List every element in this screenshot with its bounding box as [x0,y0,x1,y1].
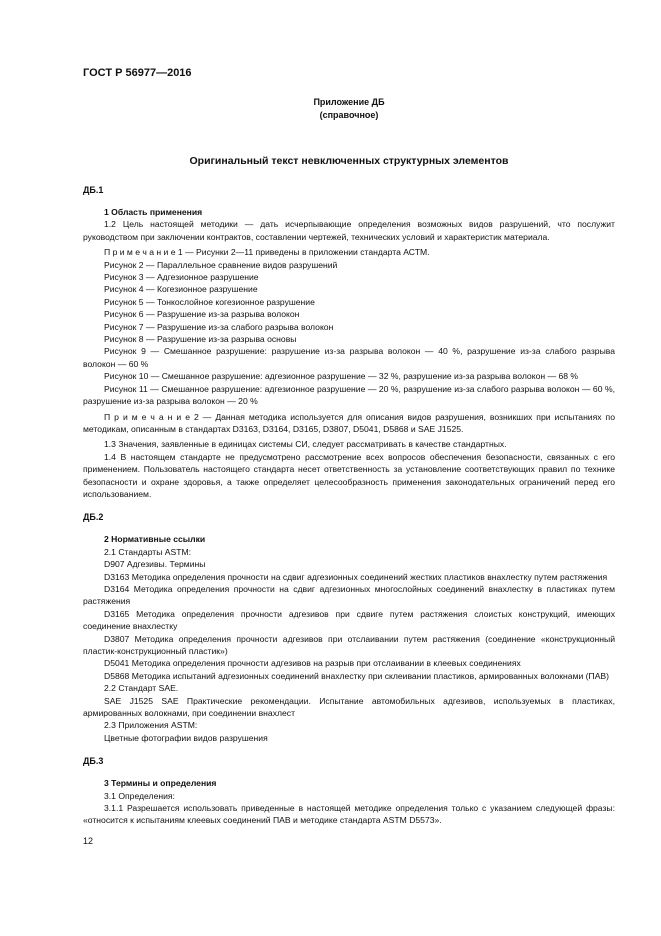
section-id: ДБ.1 [83,185,104,195]
sections-container [83,184,615,827]
paragraph: 1.3 Значения, заявленные в единицах системы СИ, следует рассматривать в качестве стандартных. [104,439,507,450]
paragraph: D5868 Методика испытаний адгезионных соединений внахлестку при склеивании пластиков, армированных волокнами (ПАВ) [104,670,610,681]
paragraph: 2.2 Стандарт SAE. [104,683,179,694]
paragraph: Рисунок 4 — Когезионное разрушение [104,284,258,295]
paragraph: 3.1 Определения: [104,790,175,801]
annex-subtitle: (справочное) [319,110,379,120]
paragraph: D3164 Методика определения прочности на сдвиг адгезионных многослойных соединений внахлестку в пластиках путем растяжения [83,583,615,607]
section-body [83,206,615,500]
paragraph: Рисунок 11 — Смешанное разрушение: адгезионное разрушение — 20 %, разрушение из-за слабого разрыва волокон — 60 %, разрушение из-за разрыва волокон — 20 % [83,383,615,407]
paragraph: SAE J1525 SAE Практические рекомендации. Испытание автомобильных адгезивов, используемых в пластиках, армированных волокнами, при соединении внахлест [83,695,615,719]
paragraph: П р и м е ч а н и е 2 — Данная методика используется для описания видов разрушения, возникших при испытаниях по методикам, описанным в стандартах D3163, D3164, D3165, D3807, D5041, D5868 и SAE J1525. [83,411,615,434]
section-heading: 3 Термины и определения [104,778,217,789]
paragraph: 1.2 Цель настоящей методики — дать исчерпывающие определения возможных видов разрушений, что послужит руководством при заключении контрактов, составлении чертежей, технических условий и характеристик материала. [83,219,615,242]
section-body [83,777,615,827]
document-page [83,67,615,846]
paragraph: D3163 Методика определения прочности на сдвиг адгезионных соединений жестких пластиков внахлестку путем растяжения [104,571,608,582]
paragraph: Рисунок 6 — Разрушение из-за разрыва волокон [104,309,300,320]
paragraph: 1.4 В настоящем стандарте не предусмотрено рассмотрение всех вопросов обеспечения безопасности, связанных с его применением. Пользователь настоящего стандарта несет ответственность за установление соответствующих правил по технике безопасности и охране здоровья, а также определяет целесообразность применения законодательных ограничений перед его использованием. [83,451,615,499]
paragraph: D3807 Методика определения прочности адгезивов при отслаивании путем растяжения (соединение «конструкционный пластик-конструкционный пластик») [83,633,615,656]
paragraph: 2.1 Стандарты ASTM: [104,546,192,557]
paragraph: П р и м е ч а н и е 1 — Рисунки 2—11 приведены в приложении стандарта АСТМ. [104,247,430,258]
paragraph: Рисунок 5 — Тонкослойное когезионное разрушение [104,296,315,307]
section-id: ДБ.2 [83,512,104,523]
paragraph: D3165 Методика определения прочности адгезивов при сдвиге путем растяжения слоистых конструкций, имеющих соединение внахлестку [83,608,615,632]
paragraph: Рисунок 8 — Разрушение из-за разрыва основы [104,334,297,345]
paragraph: D5041 Методика определения прочности адгезивов на разрыв при отслаивании в клеевых соединениях [104,658,521,669]
section-body [83,533,615,744]
paragraph: Рисунок 7 — Разрушение из-за слабого разрыва волокон [104,321,334,332]
paragraph: Рисунок 9 — Смешанное разрушение: разрушение из-за разрыва волокон — 40 %, разрушение из-за слабого разрыва волокон — 60 % [83,346,615,369]
page-number: 12 [83,835,94,846]
paragraph: 2.3 Приложения ASTM: [104,720,198,731]
section-heading: 1 Область применения [104,207,203,217]
annex-heading [83,96,615,122]
section-id: ДБ.3 [83,756,104,767]
paragraph: Цветные фотографии видов разрушения [104,732,268,743]
section-heading: 2 Нормативные ссылки [104,534,206,545]
document-header: ГОСТ Р 56977—2016 [83,67,192,79]
paragraph: D907 Адгезивы. Термины [104,559,206,570]
paragraph: 3.1.1 Разрешается использовать приведенные в настоящей методике определения только с указанием следующей фразы: «относится к испытаниям клеевых соединений ПАВ и методике стандарта ASTM D5573». [83,803,615,826]
paragraph: Рисунок 10 — Смешанное разрушение: адгезионное разрушение — 32 %, разрушение из-за разрыва волокон — 68 % [104,371,579,382]
paragraph: Рисунок 3 — Адгезионное разрушение [104,272,259,283]
annex-title: Приложение ДБ [313,97,385,107]
paragraph: Рисунок 2 — Параллельное сравнение видов разрушений [104,259,338,270]
main-title: Оригинальный текст невключенных структурных элементов [189,155,509,167]
